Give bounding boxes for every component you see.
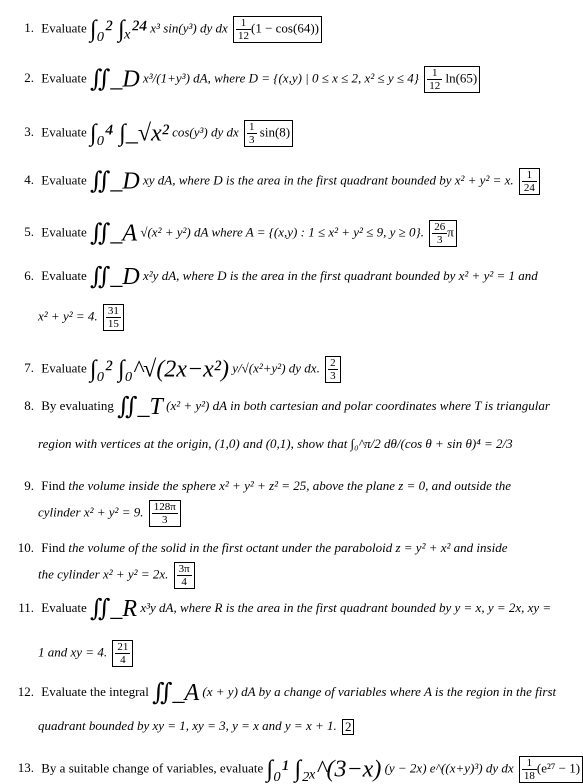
problem-verb: Evaluate [41, 224, 87, 240]
problem-3 [0, 120, 293, 147]
integrand: y/√(x²+y²) dy dx. [232, 360, 320, 376]
problem-number: 11. [18, 600, 34, 615]
problem-10 [0, 540, 507, 556]
ans-den: 12 [238, 30, 249, 42]
ans-num: 1 [427, 67, 442, 80]
problem-verb: Evaluate [41, 600, 87, 615]
integral-bounds: ∫₀⁴ ∫_√x² [89, 120, 169, 147]
integral-bounds: ∫₀² ∫ₓ²⁴ [89, 16, 148, 43]
integral-bounds: ∬_A [89, 220, 138, 247]
answer-box [149, 500, 181, 527]
integrand: x³/(1+y³) dA, where D = {(x,y) | 0 ≤ x ≤ 2, x² ≤ y ≤ 4} [143, 70, 419, 86]
integrand: xy dA, where D is the area in the first quadrant bounded by x² + y² = x. [143, 172, 514, 188]
ans-den: 3 [249, 134, 255, 146]
problem-number: 13. [17, 760, 34, 776]
answer-box [103, 304, 124, 331]
ans-num: 1 [236, 17, 251, 30]
integral-bounds: ∫₀² ∫₀^√(2x−x²) [89, 356, 229, 383]
answer-box [519, 168, 540, 195]
ans-post: ln(65) [445, 70, 478, 86]
ans-num: 3π [178, 563, 190, 575]
ans-den: 12 [429, 80, 441, 92]
problem-6 [0, 264, 538, 291]
problem-continuation: the cylinder x² + y² = 2x. [38, 566, 169, 582]
integrand: x²y dA, where D is the area in the first quadrant bounded by x² + y² = 1 and [143, 268, 538, 283]
problem-4 [0, 168, 540, 195]
problem-verb: By evaluating [41, 398, 114, 413]
ans-den: 4 [181, 576, 187, 588]
integrand: cos(y³) dy dx [172, 124, 239, 140]
problem-continuation: cylinder x² + y² = 9. [38, 504, 144, 520]
problem-12 [0, 680, 557, 707]
problem-2 [0, 66, 480, 93]
problem-verb: Evaluate the integral [41, 684, 149, 699]
problem-verb: Evaluate [41, 124, 87, 140]
problem-number: 5. [24, 224, 34, 240]
problem-verb: Find [41, 478, 66, 493]
problem-verb: Evaluate [41, 172, 87, 188]
ans-den: 18 [523, 770, 535, 782]
answer-box [112, 640, 133, 667]
answer-box [244, 120, 293, 147]
integrand: (x² + y²) dA in both cartesian and polar coordinates where T is triangular [166, 398, 550, 413]
answer-box [174, 562, 195, 589]
answer-box [429, 220, 457, 247]
problem-number: 6. [24, 268, 34, 283]
answer-box [424, 66, 480, 93]
integrand: x³y dA, where R is the area in the first quadrant bounded by y = x, y = 2x, xy = [140, 600, 552, 615]
problem-number: 1. [24, 20, 34, 36]
ans-num: 128π [153, 501, 176, 513]
ans-den: 3 [330, 370, 336, 382]
ans-num: 1 [522, 169, 537, 182]
problem-number: 2. [24, 70, 34, 86]
problem-6-line2 [38, 304, 124, 331]
problem-8-line2 [38, 436, 513, 452]
problem-verb: Evaluate [41, 20, 87, 36]
problem-text: the volume of the solid in the first octant under the paraboloid z = y² + x² and inside [68, 540, 508, 555]
integrand: (x + y) dA by a change of variables where A is the region in the first [202, 684, 557, 699]
answer-box [325, 356, 341, 383]
ans-den: 15 [107, 318, 119, 330]
problem-9 [0, 478, 511, 494]
problem-verb: Evaluate [41, 70, 87, 86]
ans-post: (e²⁷ − 1) [536, 760, 581, 776]
answer-box: 2 [342, 719, 355, 735]
ans-num: 26 [434, 221, 446, 233]
problem-9-line2 [38, 500, 181, 527]
problem-10-line2 [38, 562, 195, 589]
answer-box [233, 16, 322, 43]
problem-number: 12. [17, 684, 34, 699]
problem-5 [0, 220, 457, 247]
integral-bounds: ∬_D [89, 168, 140, 195]
integral-bounds: ∬_R [89, 596, 138, 623]
answer-box [519, 756, 583, 783]
problem-12-line2 [38, 718, 354, 735]
ans-num: 21 [117, 641, 129, 653]
ans-den: 24 [523, 182, 535, 194]
ans-num: 2 [330, 357, 336, 369]
ans-num: 1 [522, 757, 537, 770]
problem-number: 8. [24, 398, 34, 413]
problem-continuation: x² + y² = 4. [38, 308, 98, 324]
ans-den: 3 [436, 234, 443, 246]
ans-post: (1 − cos(64)) [251, 20, 319, 36]
problem-number: 3. [24, 124, 34, 140]
problem-number: 7. [24, 360, 34, 376]
integral-bounds: ∬_A [152, 680, 200, 707]
problem-continuation: region with vertices at the origin, (1,0) and (0,1), show that ∫₀^π/2 dθ/(cos θ + sin θ)⁴ = 2/3 [38, 436, 513, 451]
problem-verb: Evaluate [41, 360, 87, 376]
problem-number: 9. [24, 478, 34, 493]
ans-num: 31 [107, 305, 119, 317]
integral-bounds: ∫₀¹ ∫₂ₓ^(3−x) [266, 756, 382, 783]
problem-number: 10. [17, 540, 34, 555]
ans-den: 3 [162, 514, 168, 526]
problem-continuation: quadrant bounded by xy = 1, xy = 3, y = x and y = x + 1. [38, 718, 337, 733]
problem-13 [0, 756, 583, 783]
problem-verb: Find [41, 540, 66, 555]
ans-post: π [447, 224, 454, 240]
problem-number: 4. [24, 172, 34, 188]
problem-verb: Evaluate [41, 268, 87, 283]
ans-den: 4 [120, 654, 126, 666]
problem-continuation: 1 and xy = 4. [38, 644, 108, 660]
integrand: (y − 2x) e^((x+y)³) dy dx [384, 760, 514, 776]
integrand: x³ sin(y³) dy dx [150, 20, 228, 36]
problem-1 [0, 16, 322, 43]
integrand: √(x² + y²) dA where A = {(x,y) : 1 ≤ x² + y² ≤ 9, y ≥ 0}. [140, 224, 424, 240]
problem-verb: By a suitable change of variables, evaluate [41, 760, 264, 776]
problem-11-line2 [38, 640, 133, 667]
integral-bounds: ∬_D [89, 264, 140, 291]
integral-bounds: ∬_D [89, 66, 140, 93]
ans-post: sin(8) [259, 124, 291, 140]
problem-7 [0, 356, 341, 383]
integral-bounds: ∬_T [117, 394, 163, 421]
problem-text: the volume inside the sphere x² + y² + z² = 25, above the plane z = 0, and outside the [68, 478, 512, 493]
problem-8 [0, 394, 550, 421]
problem-11 [0, 596, 552, 623]
ans-num: 1 [249, 121, 255, 133]
